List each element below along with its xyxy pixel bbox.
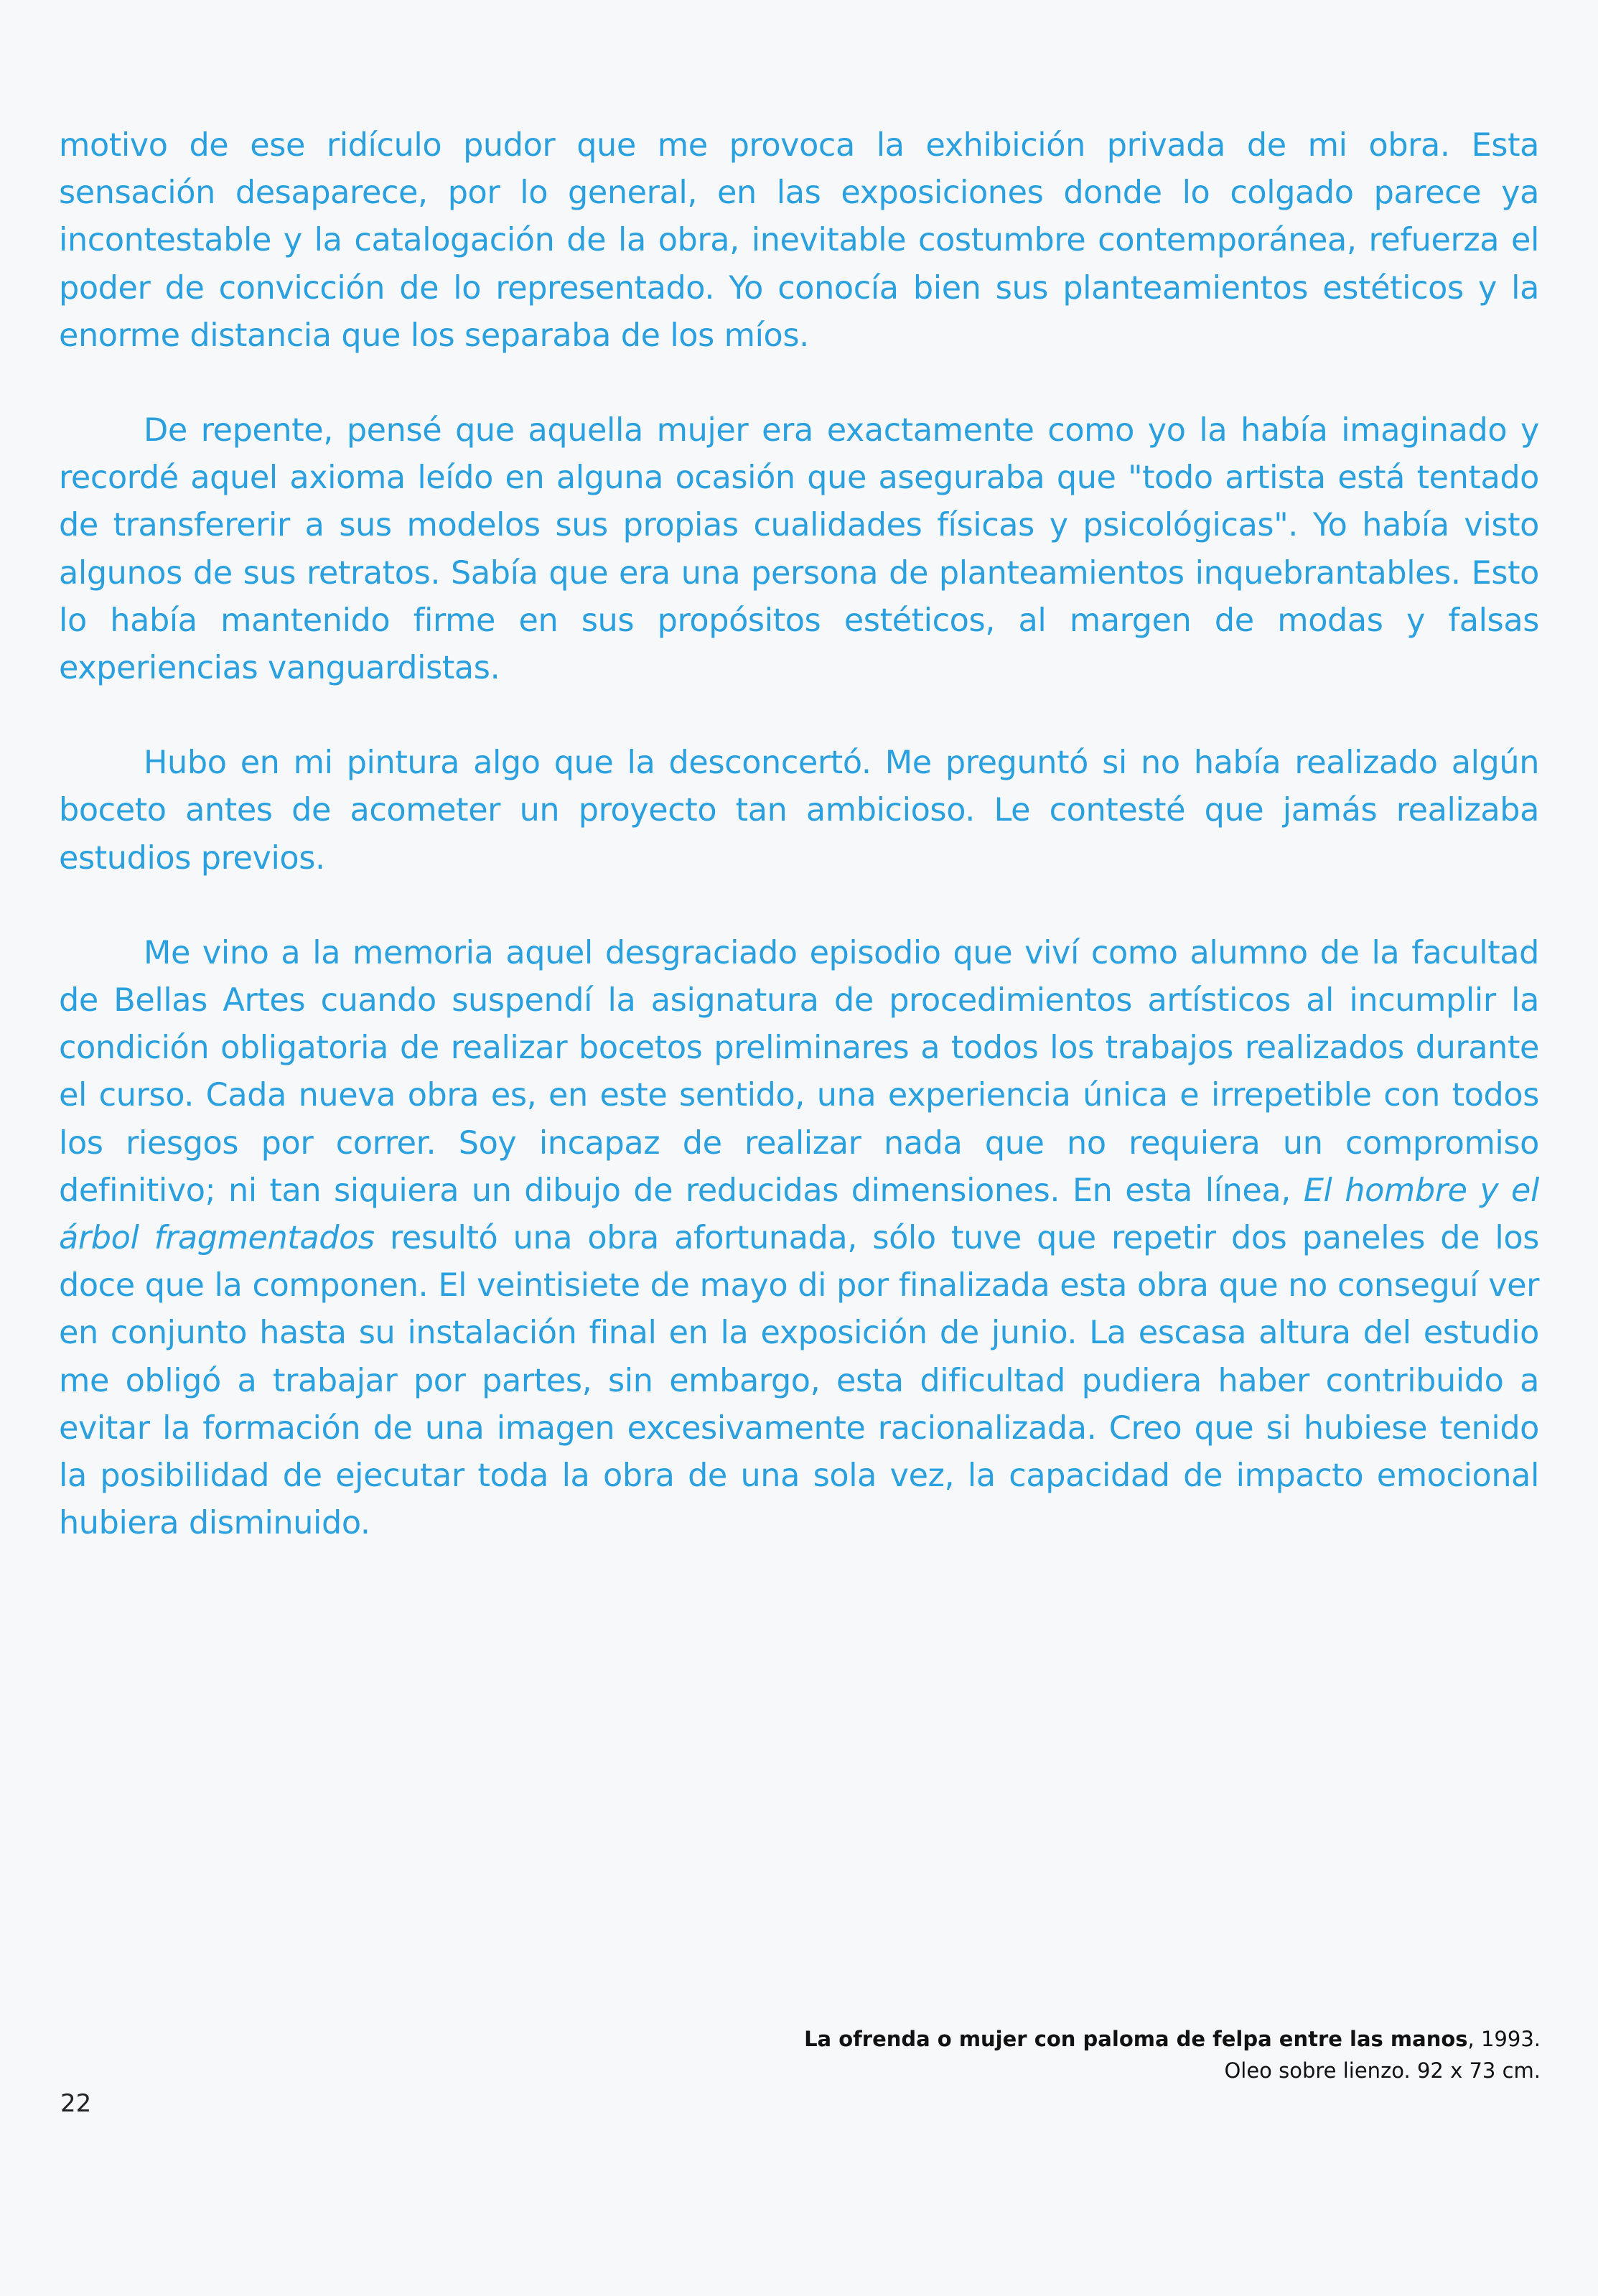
paragraph-1: motivo de ese ridículo pudor que me provoca la exhibición privada de mi obra. Esta sensación desaparece, por lo general, en las exposiciones donde lo colgado parece ya incontestable y la catalogación de la obra, inevitable costumbre contemporánea, refuerza el poder de convicción de lo representado. Yo conocía bien sus planteamientos estéticos y la enorme distancia que los separaba de los míos. (59, 127, 1539, 354)
artwork-title-italic: El hombre y el árbol fragmentados (59, 1172, 1539, 1257)
paragraph-4 (59, 930, 1539, 1548)
caption-details: Oleo sobre lienzo. 92 x 73 cm. (1224, 2058, 1541, 2083)
paragraph-4-text-before: Me vino a la memoria aquel desgraciado episodio que viví como alumno de la facultad de Bellas Artes cuando suspendí la asignatura de procedimientos artísticos al incumplir la condición obligatoria de realizar bocetos preliminares a todos los trabajos realizados durante el curso. Cada nueva obra es, en este sentido, una experiencia única e irrepetible con todos los riesgos por correr. Soy incapaz de realizar nada que no requiera un compromiso definitivo; ni tan siquiera un dibujo de reducidas dimensiones. En esta línea, (59, 934, 1539, 1209)
page-number: 22 (60, 2089, 92, 2118)
paragraph-2: De repente, pensé que aquella mujer era exactamente como yo la había imaginado y recordé aquel axioma leído en alguna ocasión que aseguraba que "todo artista está tentado de transfererir a sus modelos sus propias cualidades físicas y psicológicas". Yo había visto algunos de sus retratos. Sabía que era una persona de planteamientos inquebrantables. Esto lo había mantenido firme en sus propósitos estéticos, al margen de modas y falsas experiencias vanguardistas. (59, 412, 1539, 687)
paragraph-4-text-after: resultó una obra afortunada, sólo tuve que repetir dos paneles de los doce que la componen. El veintisiete de mayo di por finalizada esta obra que no conseguí ver en conjunto hasta su instalación final en la exposición de junio. La escasa altura del estudio me obligó a trabajar por partes, sin embargo, esta dificultad pudiera haber contribuido a evitar la formación de una imagen excesivamente racionalizada. Creo que si hubiese tenido la posibilidad de ejecutar toda la obra de una sola vez, la capacidad de impacto emocional hubiera disminuido. (59, 1220, 1539, 1542)
caption-title: La ofrenda o mujer con paloma de felpa entre las manos (804, 2027, 1468, 2051)
figure-caption (804, 2023, 1541, 2086)
paragraph-3: Hubo en mi pintura algo que la desconcertó. Me preguntó si no había realizado algún boceto antes de acometer un proyecto tan ambicioso. Le contesté que jamás realizaba estudios previos. (59, 745, 1539, 877)
caption-title-line (804, 2023, 1541, 2055)
caption-year: , 1993. (1467, 2027, 1541, 2051)
article-body (59, 122, 1539, 1595)
